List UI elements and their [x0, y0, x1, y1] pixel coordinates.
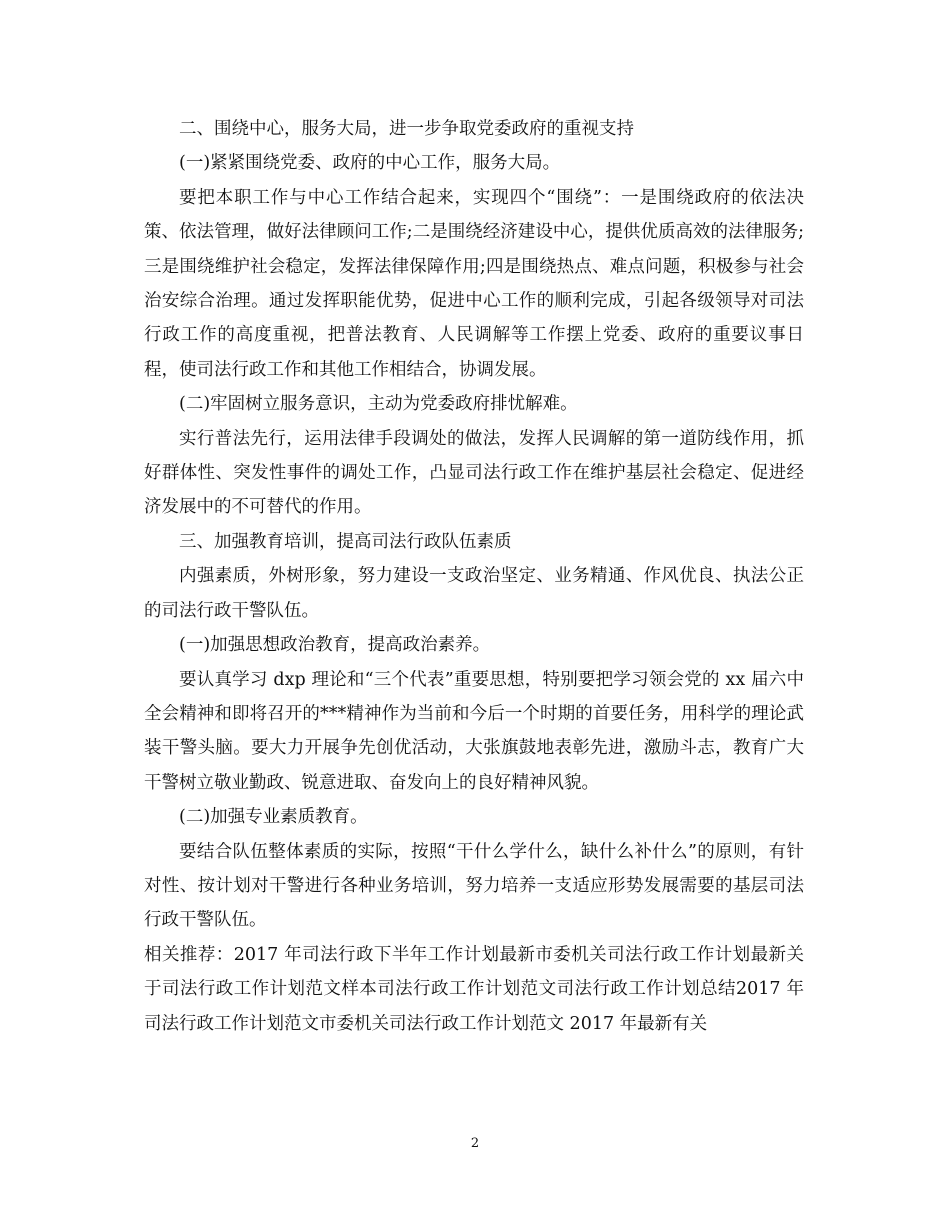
page-number: 2 — [470, 1136, 480, 1151]
related-recommendations: 相关推荐：2017 年司法行政下半年工作计划最新市委机关司法行政工作计划最新关于司法行政工作计划范文样本司法行政工作计划范文司法行政工作计划总结2017 年司法行政工作计划范文市委机关司法行政工作计划范文 2017 年最新有关 — [144, 944, 804, 1034]
document-body — [144, 112, 804, 1041]
body-paragraph: 实行普法先行，运用法律手段调处的做法，发挥人民调解的第一道防线作用，抓好群体性、突发性事件的调处工作，凸显司法行政工作在维护基层社会稳定、促进经济发展中的不可替代的作用。 — [144, 428, 804, 518]
body-paragraph: 要认真学习 dxp 理论和“三个代表”重要思想，特别要把学习领会党的 xx 届六中全会精神和即将召开的***精神作为当前和今后一个时期的首要任务，用科学的理论武装干警头脑。要大力开展争先创优活动，大张旗鼓地表彰先进，激励斗志，教育广大干警树立敬业勤政、锐意进取、奋发向上的良好精神风貌。 — [144, 669, 804, 793]
body-paragraph: 要把本职工作与中心工作结合起来，实现四个“围绕”：一是围绕政府的依法决策、依法管理，做好法律顾问工作;二是围绕经济建设中心，提供优质高效的法律服务;三是围绕维护社会稳定，发挥法律保障作用;四是围绕热点、难点问题，积极参与社会治安综合治理。通过发挥职能优势，促进中心工作的顺利完成，引起各级领导对司法行政工作的高度重视，把普法教育、人民调解等工作摆上党委、政府的重要议事日程，使司法行政工作和其他工作相结合，协调发展。 — [144, 187, 804, 380]
subsection-heading: (二)牢固树立服务意识，主动为党委政府排忧解难。 — [179, 394, 578, 415]
subsection-heading: (二)加强专业素质教育。 — [179, 807, 368, 828]
body-paragraph: 内强素质，外树形象，努力建设一支政治坚定、业务精通、作风优良、执法公正的司法行政干警队伍。 — [144, 566, 804, 621]
section-heading-two: 二、围绕中心，服务大局，进一步争取党委政府的重视支持 — [179, 119, 634, 139]
section-heading-three: 三、加强教育培训，提高司法行政队伍素质 — [179, 531, 512, 552]
body-paragraph: 要结合队伍整体素质的实际，按照“干什么学什么，缺什么补什么”的原则，有针对性、按计划对干警进行各种业务培训，努力培养一支适应形势发展需要的基层司法行政干警队伍。 — [144, 841, 804, 931]
subsection-heading: (一)加强思想政治教育，提高政治素养。 — [179, 635, 491, 656]
subsection-heading: (一)紧紧围绕党委、政府的中心工作，服务大局。 — [179, 153, 561, 174]
